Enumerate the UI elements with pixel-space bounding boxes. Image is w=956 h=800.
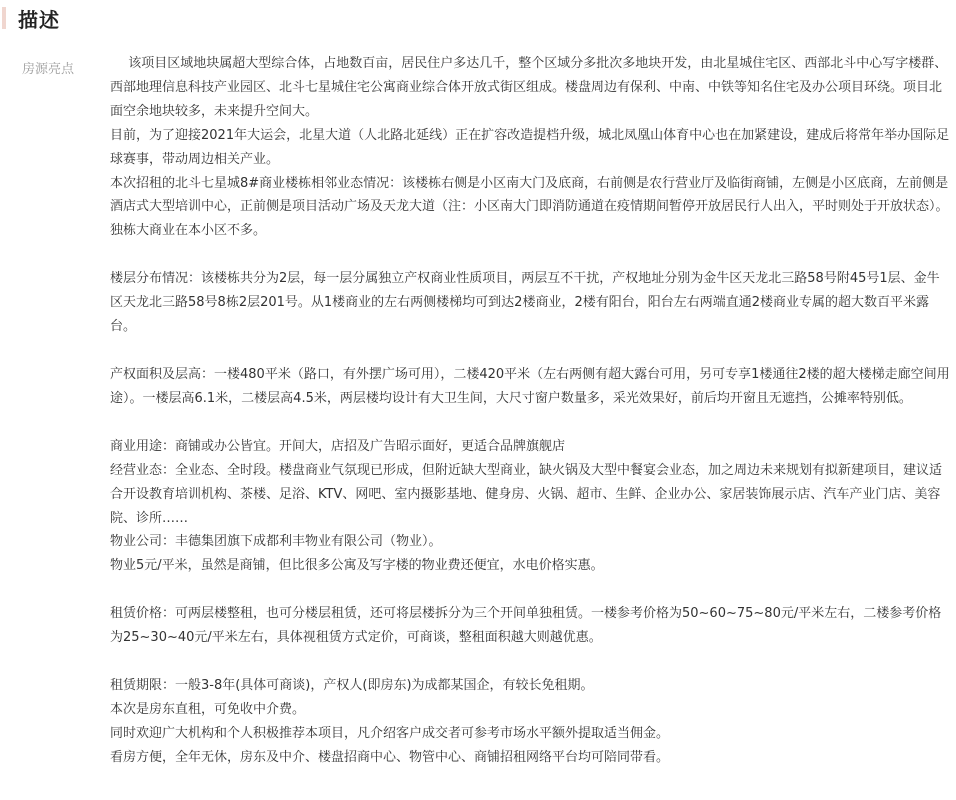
highlights-content: [110, 52, 950, 770]
highlights-label: 房源亮点: [22, 62, 75, 77]
paragraph-property-fee: 物业5元/平米，虽然是商铺，但比很多公寓及写字楼的物业费还便宜，水电价格实惠。: [110, 558, 604, 574]
paragraph-price: 租赁价格：可两层楼整租，也可分楼层租赁，还可将层楼拆分为三个开间单独租赁。一楼参考价格为50~60~75~80元/平米左右，二楼参考价格为25~30~40元/平米左右，具体视租赁方式定价，可商谈，整租面积越大则越优惠。: [110, 606, 942, 646]
paragraph-referral: 同时欢迎广大机构和个人积极推荐本项目，凡介绍客户成交者可参考市场水平额外提取适当佣金。: [110, 725, 670, 741]
paragraph-gap: [110, 411, 950, 435]
paragraph-gap: [110, 243, 950, 267]
section-accent-bar: [2, 7, 6, 29]
paragraph-viewing: 看房方便，全年无休，房东及中介、楼盘招商中心、物管中心、商铺招租网络平台均可陪同带看。: [110, 749, 670, 765]
section-header: [0, 0, 60, 36]
paragraph-gap: [110, 578, 950, 602]
paragraph-business: 经营业态：全业态、全时段。楼盘商业气氛现已形成，但附近缺大型商业，缺火锅及大型中餐宴会业态，加之周边未来规划有拟新建项目，建议适合开设教育培训机构、茶楼、足浴、KTV、网吧、室内摄影基地、健身房、火锅、超市、生鲜、企业办公、家居装饰展示店、汽车产业门店、美容院、诊所……: [110, 462, 943, 526]
section-title: 描述: [18, 7, 60, 32]
paragraph-gap: [110, 650, 950, 674]
paragraph-current: 目前，为了迎接2021年大运会，北星大道（人北路北延线）正在扩容改造提档升级，城北凤凰山体育中心也在加紧建设，建成后将常年举办国际足球赛事，带动周边相关产业。: [110, 127, 950, 167]
paragraph-overview: 该项目区域地块属超大型综合体，占地数百亩，居民住户多达几千，整个区域分多批次多地块开发，由北星城住宅区、西部北斗中心写字楼群、西部地理信息科技产业园区、北斗七星城住宅公寓商业综合体开放式街区组成。楼盘周边有保利、中南、中铁等知名住宅及办公项目环绕。项目北面空余地块较多，未来提升空间大。: [110, 56, 948, 119]
paragraph-usage: 商业用途：商铺或办公皆宜。开间大，店招及广告昭示面好，更适合品牌旗舰店: [110, 438, 566, 454]
paragraph-term: 租赁期限：一般3-8年(具体可商谈)，产权人(即房东)为成都某国企，有较长免租期。: [110, 678, 594, 694]
paragraph-floors: 楼层分布情况：该楼栋共分为2层，每一层分属独立产权商业性质项目，两层互不干扰，产权地址分别为金牛区天龙北三路58号附45号1层、金牛区天龙北三路58号8栋2层201号。从1楼商业的左右两侧楼梯均可到达2楼商业，2楼有阳台，阳台左右两端直通2楼商业专属的超大数百平米露台。: [110, 271, 940, 335]
paragraph-area: 产权面积及层高：一楼480平米（路口，有外摆广场可用），二楼420平米（左右两侧有超大露台可用，另可专享1楼通往2楼的超大楼梯走廊空间用途）。一楼层高6.1米，二楼层高4.5米，两层楼均设计有大卫生间，大尺寸窗户数量多，采光效果好，前后均开窗且无遮挡，公摊率特别低。: [110, 366, 950, 406]
paragraph-direct-rent: 本次是房东直租，可免收中介费。: [110, 701, 306, 717]
paragraph-neighbors: 本次招租的北斗七星城8#商业楼栋相邻业态情况：该楼栋右侧是小区南大门及底商，右前侧是农行营业厅及临街商铺，左侧是小区底商，左前侧是酒店式大型培训中心，正前侧是项目活动广场及天龙大道（注：小区南大门即消防通道在疫情期间暂停开放居民行人出入，平时则处于开放状态）。独栋大商业在本小区不多。: [110, 175, 949, 239]
paragraph-property-company: 物业公司：丰德集团旗下成都利丰物业有限公司（物业）。: [110, 534, 442, 550]
paragraph-gap: [110, 339, 950, 363]
